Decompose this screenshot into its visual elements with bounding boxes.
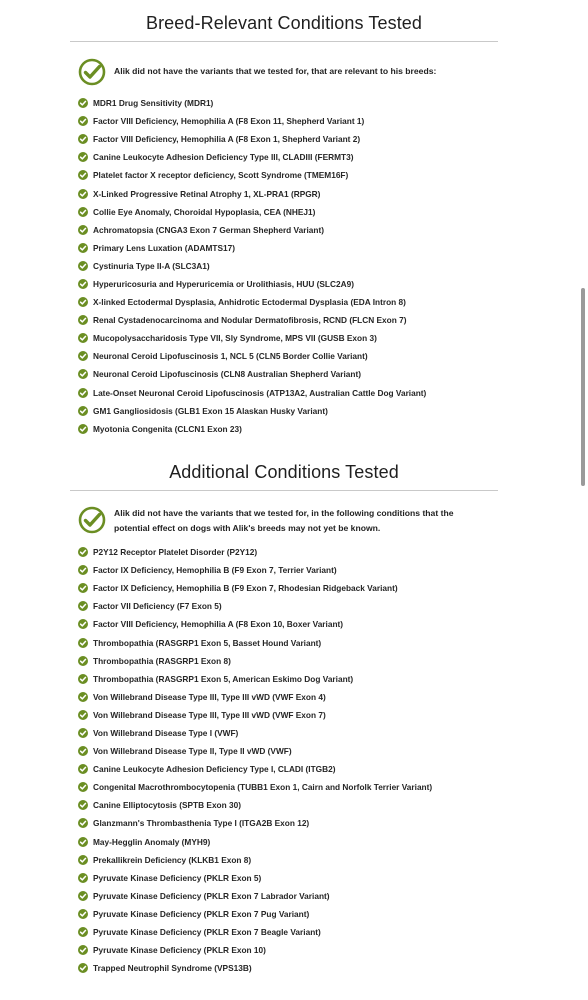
check-icon [78, 873, 88, 883]
check-icon [78, 315, 88, 325]
condition-label: Canine Leukocyte Adhesion Deficiency Type III, CLADIII (FERMT3) [93, 152, 354, 163]
condition-label: Myotonia Congenita (CLCN1 Exon 23) [93, 423, 242, 434]
condition-label: Factor VIII Deficiency, Hemophilia A (F8 Exon 10, Boxer Variant) [93, 619, 344, 630]
condition-item [78, 633, 498, 651]
condition-item [78, 724, 498, 742]
condition-label: Canine Elliptocytosis (SPTB Exon 30) [93, 800, 241, 811]
condition-label: MDR1 Drug Sensitivity (MDR1) [93, 98, 214, 109]
check-icon [78, 583, 88, 593]
check-icon [78, 243, 88, 253]
check-icon [78, 98, 88, 108]
condition-item [78, 347, 498, 365]
check-icon [78, 674, 88, 684]
check-icon [78, 134, 88, 144]
additional-title: Additional Conditions Tested [169, 462, 399, 482]
condition-label: Pyruvate Kinase Deficiency (PKLR Exon 7 Labrador Variant) [93, 890, 330, 901]
condition-label: Mucopolysaccharidosis Type VII, Sly Syndrome, MPS VII (GUSB Exon 3) [93, 333, 377, 344]
condition-label: Factor IX Deficiency, Hemophilia B (F9 Exon 7, Terrier Variant) [93, 565, 337, 576]
check-icon [78, 406, 88, 416]
condition-label: Factor VIII Deficiency, Hemophilia A (F8 Exon 1, Shepherd Variant 2) [93, 134, 361, 145]
condition-item [78, 94, 498, 112]
condition-item [78, 652, 498, 670]
condition-item [78, 706, 498, 724]
check-icon [78, 619, 88, 629]
condition-label: Prekallikrein Deficiency (KLKB1 Exon 8) [93, 854, 252, 865]
check-icon [78, 927, 88, 937]
check-icon [78, 728, 88, 738]
condition-item [78, 941, 498, 959]
check-icon [78, 116, 88, 126]
breed-relevant-list [78, 94, 498, 438]
check-icon [78, 764, 88, 774]
condition-label: Canine Leukocyte Adhesion Deficiency Type I, CLADI (ITGB2) [93, 764, 336, 775]
check-icon [78, 225, 88, 235]
condition-item [78, 257, 498, 275]
condition-label: Achromatopsia (CNGA3 Exon 7 German Shepherd Variant) [93, 224, 324, 235]
condition-item [78, 670, 498, 688]
condition-item [78, 384, 498, 402]
additional-intro [78, 506, 493, 536]
condition-item [78, 221, 498, 239]
condition-item [78, 760, 498, 778]
condition-label: Glanzmann's Thrombasthenia Type I (ITGA2B Exon 12) [93, 818, 310, 829]
condition-item [78, 814, 498, 832]
condition-item [78, 329, 498, 347]
condition-label: Renal Cystadenocarcinoma and Nodular Dermatofibrosis, RCND (FLCN Exon 7) [93, 315, 407, 326]
condition-item [78, 543, 498, 561]
check-icon [78, 170, 88, 180]
condition-label: May-Hegglin Anomaly (MYH9) [93, 836, 211, 847]
check-icon [78, 692, 88, 702]
condition-label: Late-Onset Neuronal Ceroid Lipofuscinosis (ATP13A2, Australian Cattle Dog Variant) [93, 387, 427, 398]
check-icon [78, 891, 88, 901]
check-icon [78, 547, 88, 557]
condition-item [78, 869, 498, 887]
check-icon [78, 297, 88, 307]
condition-label: Neuronal Ceroid Lipofuscinosis (CLN8 Australian Shepherd Variant) [93, 369, 361, 380]
check-icon [78, 152, 88, 162]
condition-item [78, 688, 498, 706]
check-icon [78, 818, 88, 828]
check-icon [78, 388, 88, 398]
condition-label: Hyperuricosuria and Hyperuricemia or Urolithiasis, HUU (SLC2A9) [93, 278, 354, 289]
condition-label: GM1 Gangliosidosis (GLB1 Exon 15 Alaskan Husky Variant) [93, 405, 328, 416]
condition-item [78, 420, 498, 438]
check-icon [78, 800, 88, 810]
condition-label: Von Willebrand Disease Type III, Type III vWD (VWF Exon 7) [93, 709, 326, 720]
condition-label: Pyruvate Kinase Deficiency (PKLR Exon 10) [93, 945, 266, 956]
condition-item [78, 402, 498, 420]
check-icon [78, 601, 88, 611]
condition-label: Von Willebrand Disease Type I (VWF) [93, 727, 239, 738]
condition-item [78, 597, 498, 615]
condition-label: Von Willebrand Disease Type III, Type III vWD (VWF Exon 4) [93, 691, 326, 702]
check-circle-icon [78, 58, 106, 86]
section-divider [70, 41, 498, 42]
section-divider [70, 490, 498, 491]
breed-relevant-title: Breed-Relevant Conditions Tested [145, 13, 423, 33]
condition-label: Factor VIII Deficiency, Hemophilia A (F8 Exon 11, Shepherd Variant 1) [93, 116, 365, 127]
check-icon [78, 746, 88, 756]
breed-relevant-intro-text: Alik did not have the variants that we tested for, that are relevant to his breeds: [114, 66, 437, 76]
condition-label: X-Linked Progressive Retinal Atrophy 1, XL-PRA1 (RPGR) [93, 188, 321, 199]
condition-label: P2Y12 Receptor Platelet Disorder (P2Y12) [93, 547, 258, 558]
condition-label: Pyruvate Kinase Deficiency (PKLR Exon 7 Beagle Variant) [93, 927, 321, 938]
condition-label: Primary Lens Luxation (ADAMTS17) [93, 242, 235, 253]
condition-label: Pyruvate Kinase Deficiency (PKLR Exon 5) [93, 872, 262, 883]
additional-intro-text: Alik did not have the variants that we tested for, in the following conditions that the potential effect on dogs with Alik's breeds may not yet be known. [114, 508, 454, 533]
breed-relevant-intro [78, 58, 493, 86]
check-icon [78, 565, 88, 575]
condition-item [78, 887, 498, 905]
condition-label: X-linked Ectodermal Dysplasia, Anhidrotic Ectodermal Dysplasia (EDA Intron 8) [93, 297, 406, 308]
check-icon [78, 333, 88, 343]
condition-label: Von Willebrand Disease Type II, Type II vWD (VWF) [93, 746, 292, 757]
condition-item [78, 959, 498, 977]
condition-item [78, 778, 498, 796]
condition-item [78, 112, 498, 130]
condition-label: Factor VII Deficiency (F7 Exon 5) [93, 601, 222, 612]
check-circle-icon [78, 506, 106, 534]
check-icon [78, 837, 88, 847]
condition-label: Factor IX Deficiency, Hemophilia B (F9 Exon 7, Rhodesian Ridgeback Variant) [93, 583, 398, 594]
condition-label: Thrombopathia (RASGRP1 Exon 5, Basset Hound Variant) [93, 637, 322, 648]
condition-label: Cystinuria Type II-A (SLC3A1) [93, 260, 210, 271]
condition-item [78, 561, 498, 579]
condition-item [78, 239, 498, 257]
check-icon [78, 909, 88, 919]
condition-item [78, 203, 498, 221]
check-icon [78, 963, 88, 973]
condition-item [78, 742, 498, 760]
condition-item [78, 293, 498, 311]
condition-item [78, 275, 498, 293]
check-icon [78, 351, 88, 361]
check-icon [78, 189, 88, 199]
condition-label: Platelet factor X receptor deficiency, Scott Syndrome (TMEM16F) [93, 170, 349, 181]
check-icon [78, 207, 88, 217]
condition-label: Thrombopathia (RASGRP1 Exon 8) [93, 655, 231, 666]
scrollbar-thumb[interactable] [581, 288, 585, 486]
condition-item [78, 615, 498, 633]
condition-label: Collie Eye Anomaly, Choroidal Hypoplasia, CEA (NHEJ1) [93, 206, 316, 217]
condition-label: Pyruvate Kinase Deficiency (PKLR Exon 7 Pug Variant) [93, 908, 310, 919]
check-icon [78, 782, 88, 792]
check-icon [78, 638, 88, 648]
condition-item [78, 851, 498, 869]
condition-item [78, 130, 498, 148]
check-icon [78, 261, 88, 271]
additional-list [78, 543, 498, 977]
check-icon [78, 424, 88, 434]
condition-label: Neuronal Ceroid Lipofuscinosis 1, NCL 5 (CLN5 Border Collie Variant) [93, 351, 368, 362]
condition-label: Congenital Macrothrombocytopenia (TUBB1 Exon 1, Cairn and Norfolk Terrier Variant) [93, 782, 433, 793]
condition-item [78, 796, 498, 814]
condition-item [78, 923, 498, 941]
condition-item [78, 166, 498, 184]
condition-item [78, 905, 498, 923]
condition-item [78, 365, 498, 383]
condition-label: Trapped Neutrophil Syndrome (VPS13B) [93, 963, 252, 974]
check-icon [78, 945, 88, 955]
condition-item [78, 311, 498, 329]
check-icon [78, 279, 88, 289]
check-icon [78, 369, 88, 379]
condition-item [78, 184, 498, 202]
vertical-scrollbar[interactable] [580, 0, 588, 1000]
check-icon [78, 656, 88, 666]
condition-item [78, 579, 498, 597]
check-icon [78, 855, 88, 865]
condition-item [78, 148, 498, 166]
condition-label: Thrombopathia (RASGRP1 Exon 5, American Eskimo Dog Variant) [93, 673, 354, 684]
check-icon [78, 710, 88, 720]
condition-item [78, 833, 498, 851]
